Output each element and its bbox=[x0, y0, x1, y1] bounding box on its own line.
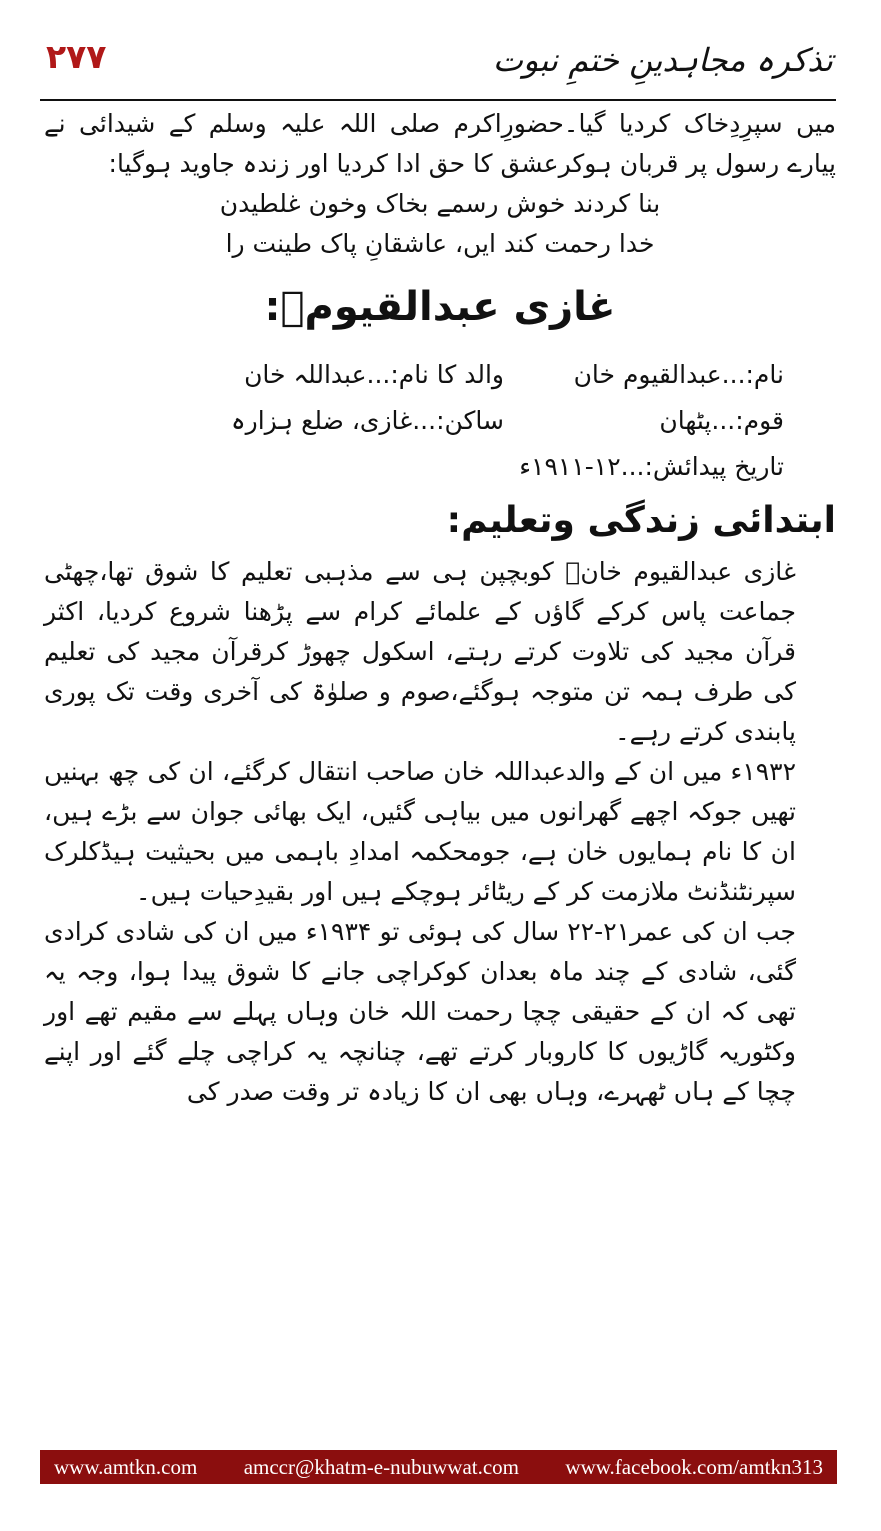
tribe-field: قوم:...پٹھان bbox=[659, 406, 784, 435]
section-paragraph-3: جب ان کی عمر۲۱-۲۲ سال کی ہوئی تو ۱۹۳۴ء میں ان کی شادی کرادی گئی، شادی کے چند ماہ بعدان کوکراچی جانے کا شوق پیدا ہوا، وجہ یہ تھی کہ ان کے حقیقی چچا رحمت اللہ خان وہاں پہلے سے مقیم تھے اور وکٹوریہ گاڑیوں کا کاروبار کرتے تھے، چنانچہ یہ کراچی چلے گئے اور اپنے چچا کے ہاں ٹھہرے، وہاں بھی ان کا زیادہ تر وقت صدر کی bbox=[44, 917, 797, 1106]
header-divider bbox=[40, 99, 836, 101]
biography-heading: غازی عبدالقیومؒ: bbox=[264, 284, 616, 330]
name-field: نام:...عبدالقیوم خان bbox=[573, 360, 784, 389]
verse-line-1: بنا کردند خوش رسمے بخاک وخون غلطیدن bbox=[219, 189, 661, 218]
section-heading: ابتدائی زندگی وتعلیم: bbox=[446, 500, 836, 541]
section-paragraph-2: ۱۹۳۲ء میں ان کے والدعبداللہ خان صاحب انتقال کرگئے، ان کی چھ بہنیں تھیں جوکہ اچھے گھرانوں میں بیاہی گئیں، ایک بھائی جوان سے بڑے ہیں، ان کا نام ہمایوں خان ہے، جومحکمہ امدادِ باہمی میں بحیثیت ہیڈکلرک سپرنٹنڈنٹ ملازمت کر کے ریٹائر ہوچکے ہیں اور بقیدِحیات ہیں۔ bbox=[44, 757, 796, 906]
info-row bbox=[224, 398, 784, 444]
book-title-calligraphy: تذکرہ مجاہدینِ ختمِ نبوت bbox=[492, 41, 833, 79]
facebook-link[interactable]: www.facebook.com/amtkn313 bbox=[565, 1454, 823, 1479]
verse-line-2: خدا رحمت کند ایں، عاشقانِ پاک طینت را bbox=[225, 229, 655, 258]
footer-bar bbox=[40, 1450, 837, 1484]
page-number: ۲۷۷ bbox=[46, 37, 107, 76]
page-body bbox=[44, 104, 836, 1112]
date-of-birth-field: تاریخ پیدائش:...۱۲-۱۹۱۱ء bbox=[519, 452, 784, 481]
section-paragraph-1: غازی عبدالقیوم خانؒ کوبچپن ہی سے مذہبی تعلیم کا شوق تھا،چھٹی جماعت پاس کرکے گاؤں کے علمائے کرام سے پڑھنا شروع کردیا، اکثر قرآن مجید کی تلاوت کرتے رہتے، اسکول چھوڑ کرقرآن مجید کی تعلیم کی طرف ہمہ تن متوجہ ہوگئے،صوم و صلوٰۃ کی آخری وقت تک پوری پابندی کرتے رہے۔ bbox=[44, 557, 796, 746]
info-row bbox=[224, 352, 784, 398]
email-link[interactable]: amccr@khatm-e-nubuwwat.com bbox=[243, 1454, 520, 1479]
info-row bbox=[224, 444, 784, 490]
residence-field: ساکن:...غازی، ضلع ہزارہ bbox=[231, 406, 504, 435]
website-link[interactable]: www.amtkn.com bbox=[54, 1454, 198, 1479]
biography-info bbox=[224, 352, 784, 490]
father-name-field: والد کا نام:...عبداللہ خان bbox=[244, 360, 504, 389]
intro-paragraph: میں سپرِدِخاک کردیا گیا۔حضورِاکرم صلی اللہ علیہ وسلم کے شیدائی نے پیارے رسول پر قربان ہوکرعشق کا حق ادا کردیا اور زندہ جاوید ہوگیا: bbox=[44, 109, 836, 178]
